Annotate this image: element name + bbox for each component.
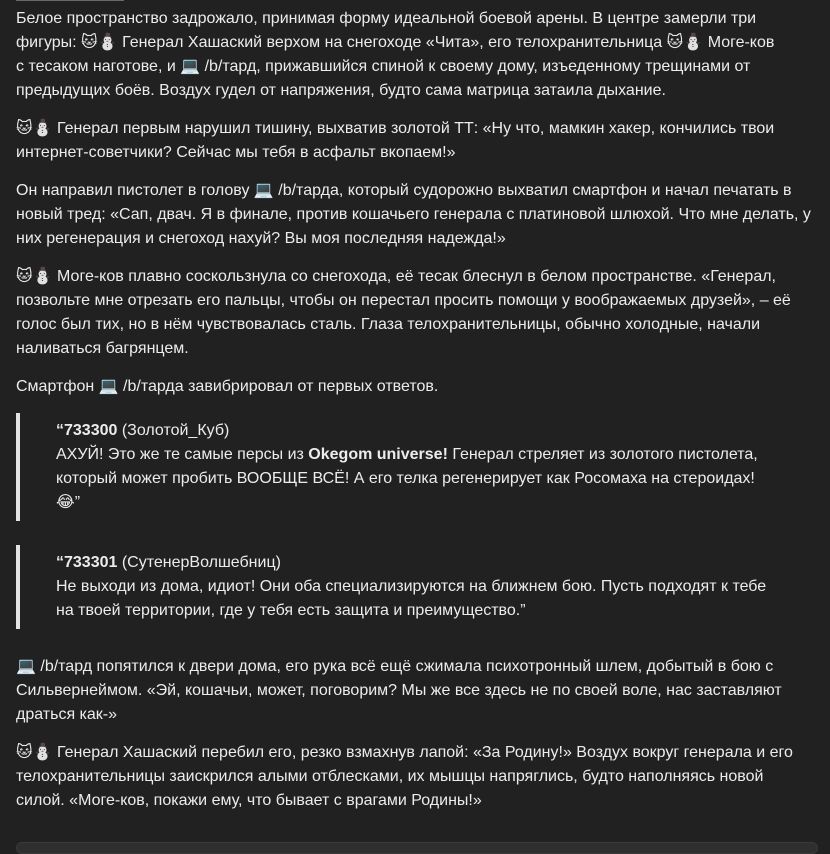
post-id: 733301	[64, 554, 118, 571]
story-paragraph-6: 💻 /b/тард попятился к двери дома, его рука всё ещё сжимала психотронный шлем, добытый в бою с Сильвернеймом. «Эй, кошачьи, может, поговорим? Мы же все здесь не по своей воле, нас заставляют драться как-»	[16, 658, 782, 723]
quote-bold-text: Okegom universe!	[308, 446, 448, 463]
quote-header	[56, 551, 816, 575]
blockquote-reply-733301	[16, 545, 816, 629]
story-paragraph-5: Смартфон 💻 /b/тарда завибрировал от первых ответов.	[16, 378, 439, 395]
top-divider	[16, 0, 124, 1]
quote-body: Не выходи из дома, идиот! Они оба специализируются на ближнем бою. Пусть подходят к тебе на твоей территории, где у тебя есть защита и преимущество.”	[56, 578, 767, 619]
poster-name: (Золотой_Куб)	[117, 422, 230, 439]
post-id: 733300	[64, 422, 118, 439]
story-paragraph-7: 🐱⛄ Генерал Хашаский перебил его, резко взмахнув лапой: «За Родину!» Воздух вокруг генерала и его телохранительницы заискрился алыми отблесками, их мышцы напряглись, будто наполняясь новой силой. «Моге-ков, покажи ему, что бывает с врагами Родины!»	[16, 744, 793, 809]
blockquote-reply-733300	[16, 413, 816, 521]
quote-open-mark: “	[56, 554, 64, 571]
story-paragraph-2: 🐱⛄ Генерал первым нарушил тишину, выхватив золотой ТТ: «Ну что, мамкин хакер, кончились твои интернет-советчики? Сейчас мы тебя в асфальт вкопаем!»	[16, 120, 775, 161]
poster-name: (СутенерВолшебниц)	[117, 554, 281, 571]
quote-body	[56, 443, 768, 515]
story-paragraph-1: Белое пространство задрожало, принимая форму идеальной боевой арены. В центре замерли три фигуры: 🐱⛄ Генерал Хашаский верхом на снегоходе «Чита», его телохранительница 🐱⛄ Моге-ков с тесаком наготове, и 💻 /b/тард, прижавшийся спиной к своему дому, изъеденному трещинами от предыдущих боёв. Воздух гудел от напряжения, будто сама матрица затаила дыхание.	[16, 10, 775, 99]
quote-text-end: Генерал стреляет из золотого пистолета, который может пробить ВООБЩЕ ВСЁ! А его телка регенерирует как Росомаха на стероидах! 😂”	[56, 446, 758, 511]
quote-bar	[16, 413, 20, 521]
story-paragraph-3: Он направил пистолет в голову 💻 /b/тарда, который судорожно выхватил смартфон и начал печатать в новый тред: «Сап, двач. Я в финале, против кошачьего генерала с платиновой шлюхой. Что мне делать, у них регенерация и снегоход нахуй? Вы моя последняя надежда!»	[16, 182, 811, 247]
message-content	[16, 7, 816, 827]
quote-text: АХУЙ! Это же те самые персы из	[56, 446, 309, 463]
quote-bar	[16, 545, 20, 629]
quote-open-mark: “	[56, 422, 64, 439]
story-paragraph-4: 🐱⛄ Моге-ков плавно соскользнула со снегохода, её тесак блеснул в белом пространстве. «Генерал, позвольте мне отрезать его пальцы, чтобы он перестал просить помощи у воображаемых друзей», – её голос был тих, но в нём чувствовалась сталь. Глаза телохранительницы, обычно холодные, начали наливаться багрянцем.	[16, 268, 791, 357]
quote-header	[56, 419, 816, 443]
composer-input-edge[interactable]	[16, 842, 818, 854]
